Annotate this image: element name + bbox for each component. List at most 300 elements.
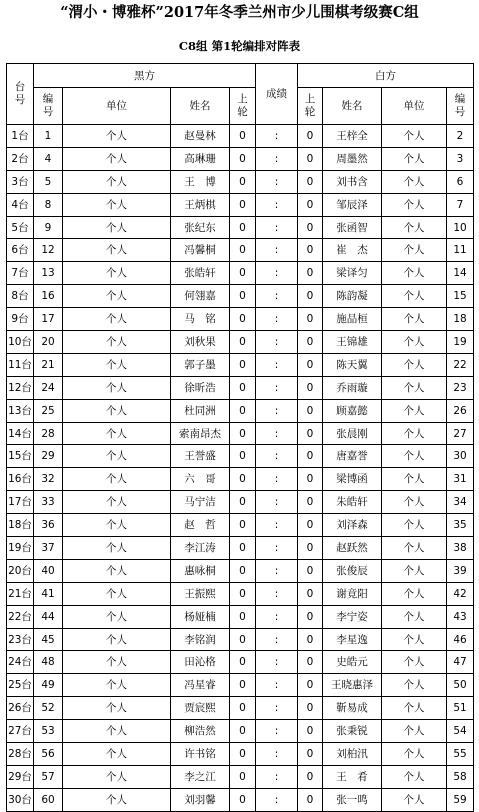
board-cell: 29台 (7, 765, 34, 788)
black-number-cell: 36 (34, 514, 63, 537)
board-cell: 5台 (7, 216, 34, 239)
result-cell: : (256, 651, 298, 674)
black-number-header (34, 88, 63, 125)
board-cell: 19台 (7, 537, 34, 560)
black-name-cell: 柳浩然 (171, 720, 230, 743)
white-number-cell: 42 (447, 582, 474, 605)
table-row (7, 308, 474, 331)
white-number-cell: 6 (447, 170, 474, 193)
black-name-cell: 何翎嘉 (171, 285, 230, 308)
result-cell: : (256, 697, 298, 720)
result-cell: : (256, 353, 298, 376)
white-unit-cell: 个人 (382, 765, 447, 788)
black-prev-cell: 0 (230, 582, 256, 605)
table-row (7, 422, 474, 445)
black-unit-cell: 个人 (63, 468, 171, 491)
white-prev-header-label: 上轮 (304, 93, 316, 118)
black-unit-cell: 个人 (63, 216, 171, 239)
black-prev-cell: 0 (230, 125, 256, 148)
white-name-cell: 张秉锐 (323, 720, 382, 743)
black-name-cell: 郭子墨 (171, 353, 230, 376)
black-number-header-label: 编号 (42, 93, 54, 118)
black-name-cell: 王振熙 (171, 582, 230, 605)
black-prev-cell: 0 (230, 422, 256, 445)
white-name-cell: 李星逸 (323, 628, 382, 651)
board-cell: 4台 (7, 193, 34, 216)
document-subtitle: C8组 第1轮编排对阵表 (178, 39, 301, 53)
white-name-cell: 张晨刚 (323, 422, 382, 445)
black-prev-cell: 0 (230, 262, 256, 285)
result-cell: : (256, 331, 298, 354)
black-number-cell: 56 (34, 743, 63, 766)
white-number-cell: 51 (447, 697, 474, 720)
white-unit-cell: 个人 (382, 193, 447, 216)
result-cell: : (256, 628, 298, 651)
black-number-cell: 17 (34, 308, 63, 331)
board-cell: 1台 (7, 125, 34, 148)
board-cell: 6台 (7, 239, 34, 262)
black-prev-cell: 0 (230, 605, 256, 628)
black-number-cell: 28 (34, 422, 63, 445)
black-prev-cell: 0 (230, 331, 256, 354)
table-row (7, 537, 474, 560)
black-name-cell: 马 铭 (171, 308, 230, 331)
table-row (7, 674, 474, 697)
white-name-cell: 周墨然 (323, 147, 382, 170)
black-unit-cell: 个人 (63, 765, 171, 788)
table-row (7, 376, 474, 399)
black-unit-cell: 个人 (63, 582, 171, 605)
board-cell: 30台 (7, 788, 34, 811)
black-name-cell: 许书铭 (171, 743, 230, 766)
black-prev-cell: 0 (230, 399, 256, 422)
white-unit-cell: 个人 (382, 651, 447, 674)
result-cell: : (256, 514, 298, 537)
black-number-cell: 49 (34, 674, 63, 697)
white-number-cell: 39 (447, 559, 474, 582)
white-unit-cell: 个人 (382, 514, 447, 537)
black-number-cell: 60 (34, 788, 63, 811)
board-cell: 27台 (7, 720, 34, 743)
table-row (7, 605, 474, 628)
black-unit-cell: 个人 (63, 376, 171, 399)
black-number-cell: 25 (34, 399, 63, 422)
black-prev-cell: 0 (230, 720, 256, 743)
black-number-cell: 1 (34, 125, 63, 148)
white-number-cell: 27 (447, 422, 474, 445)
result-cell: : (256, 582, 298, 605)
result-cell: : (256, 788, 298, 811)
white-unit-cell: 个人 (382, 285, 447, 308)
board-cell: 23台 (7, 628, 34, 651)
board-cell: 2台 (7, 147, 34, 170)
black-number-cell: 57 (34, 765, 63, 788)
board-cell: 8台 (7, 285, 34, 308)
white-unit-cell: 个人 (382, 559, 447, 582)
table-row (7, 170, 474, 193)
white-number-cell: 54 (447, 720, 474, 743)
black-name-cell: 张纪东 (171, 216, 230, 239)
black-number-cell: 33 (34, 491, 63, 514)
black-number-cell: 29 (34, 445, 63, 468)
result-cell: : (256, 193, 298, 216)
white-number-cell: 58 (447, 765, 474, 788)
table-row (7, 628, 474, 651)
table-row (7, 125, 474, 148)
white-number-cell: 38 (447, 537, 474, 560)
black-number-cell: 44 (34, 605, 63, 628)
white-prev-cell: 0 (298, 582, 323, 605)
white-prev-cell: 0 (298, 331, 323, 354)
table-row (7, 559, 474, 582)
result-cell: : (256, 262, 298, 285)
result-header: 成绩 (256, 64, 298, 125)
black-unit-header: 单位 (63, 88, 171, 125)
black-unit-cell: 个人 (63, 674, 171, 697)
black-prev-cell: 0 (230, 651, 256, 674)
black-number-cell: 48 (34, 651, 63, 674)
table-row (7, 331, 474, 354)
black-name-cell: 杜同洲 (171, 399, 230, 422)
black-name-cell: 杨娅楠 (171, 605, 230, 628)
result-cell: : (256, 468, 298, 491)
black-unit-cell: 个人 (63, 537, 171, 560)
black-unit-cell: 个人 (63, 605, 171, 628)
white-unit-cell: 个人 (382, 239, 447, 262)
board-cell: 17台 (7, 491, 34, 514)
white-prev-cell: 0 (298, 376, 323, 399)
white-unit-cell: 个人 (382, 628, 447, 651)
black-name-cell: 冯星睿 (171, 674, 230, 697)
table-row (7, 353, 474, 376)
white-prev-cell: 0 (298, 125, 323, 148)
board-cell: 10台 (7, 331, 34, 354)
white-name-cell: 王锦雄 (323, 331, 382, 354)
black-unit-cell: 个人 (63, 170, 171, 193)
white-prev-cell: 0 (298, 399, 323, 422)
pairing-rows (7, 125, 474, 812)
black-unit-cell: 个人 (63, 308, 171, 331)
white-number-cell: 18 (447, 308, 474, 331)
result-cell: : (256, 559, 298, 582)
black-number-cell: 9 (34, 216, 63, 239)
black-unit-cell: 个人 (63, 559, 171, 582)
black-unit-cell: 个人 (63, 147, 171, 170)
board-cell: 13台 (7, 399, 34, 422)
white-prev-cell: 0 (298, 308, 323, 331)
white-prev-cell: 0 (298, 262, 323, 285)
white-prev-cell: 0 (298, 491, 323, 514)
white-number-cell: 10 (447, 216, 474, 239)
table-row (7, 239, 474, 262)
black-name-cell: 赵 哲 (171, 514, 230, 537)
white-prev-cell: 0 (298, 788, 323, 811)
black-prev-cell: 0 (230, 193, 256, 216)
white-number-cell: 26 (447, 399, 474, 422)
white-name-cell: 刘泽森 (323, 514, 382, 537)
black-unit-cell: 个人 (63, 285, 171, 308)
table-row (7, 445, 474, 468)
black-number-cell: 32 (34, 468, 63, 491)
black-prev-cell: 0 (230, 491, 256, 514)
black-unit-cell: 个人 (63, 491, 171, 514)
white-number-header-label: 编号 (454, 93, 466, 118)
black-unit-cell: 个人 (63, 399, 171, 422)
black-prev-cell: 0 (230, 308, 256, 331)
black-unit-cell: 个人 (63, 743, 171, 766)
board-cell: 24台 (7, 651, 34, 674)
white-prev-cell: 0 (298, 147, 323, 170)
black-name-cell: 冯馨桐 (171, 239, 230, 262)
white-unit-cell: 个人 (382, 308, 447, 331)
black-prev-cell: 0 (230, 559, 256, 582)
black-number-cell: 40 (34, 559, 63, 582)
result-cell: : (256, 491, 298, 514)
white-prev-cell: 0 (298, 445, 323, 468)
white-name-cell: 陈天翼 (323, 353, 382, 376)
white-unit-cell: 个人 (382, 147, 447, 170)
black-number-cell: 12 (34, 239, 63, 262)
black-prev-header (230, 88, 256, 125)
white-prev-cell: 0 (298, 514, 323, 537)
table-row (7, 491, 474, 514)
white-name-cell: 张俊辰 (323, 559, 382, 582)
black-name-cell: 王 博 (171, 170, 230, 193)
white-name-cell: 崔 杰 (323, 239, 382, 262)
white-unit-cell: 个人 (382, 445, 447, 468)
result-cell: : (256, 605, 298, 628)
table-row (7, 720, 474, 743)
result-cell: : (256, 537, 298, 560)
white-unit-cell: 个人 (382, 674, 447, 697)
black-name-cell: 惠咏桐 (171, 559, 230, 582)
table-row (7, 651, 474, 674)
black-name-cell: 李铭润 (171, 628, 230, 651)
white-name-cell: 陈韵凝 (323, 285, 382, 308)
black-prev-cell: 0 (230, 376, 256, 399)
white-number-cell: 35 (447, 514, 474, 537)
result-cell: : (256, 125, 298, 148)
white-name-cell: 梁博函 (323, 468, 382, 491)
black-number-cell: 53 (34, 720, 63, 743)
white-name-cell: 王梓全 (323, 125, 382, 148)
white-number-cell: 59 (447, 788, 474, 811)
black-name-cell: 六 哥 (171, 468, 230, 491)
board-cell: 16台 (7, 468, 34, 491)
white-prev-cell: 0 (298, 285, 323, 308)
white-number-cell: 34 (447, 491, 474, 514)
white-prev-cell: 0 (298, 559, 323, 582)
result-cell: : (256, 170, 298, 193)
white-name-cell: 张一鸣 (323, 788, 382, 811)
table-row (7, 468, 474, 491)
black-number-cell: 21 (34, 353, 63, 376)
black-unit-cell: 个人 (63, 331, 171, 354)
black-prev-cell: 0 (230, 537, 256, 560)
black-name-cell: 王誉盛 (171, 445, 230, 468)
black-prev-header-label: 上轮 (237, 93, 248, 118)
black-unit-cell: 个人 (63, 445, 171, 468)
black-name-cell: 马宁洁 (171, 491, 230, 514)
board-cell: 7台 (7, 262, 34, 285)
white-prev-cell: 0 (298, 697, 323, 720)
white-unit-cell: 个人 (382, 216, 447, 239)
board-cell: 11台 (7, 353, 34, 376)
board-cell: 12台 (7, 376, 34, 399)
board-cell: 15台 (7, 445, 34, 468)
table-row (7, 743, 474, 766)
black-prev-cell: 0 (230, 353, 256, 376)
white-number-cell: 46 (447, 628, 474, 651)
black-name-cell: 徐昕浩 (171, 376, 230, 399)
black-side-header: 黑方 (34, 64, 256, 88)
board-cell: 21台 (7, 582, 34, 605)
result-cell: : (256, 422, 298, 445)
white-prev-cell: 0 (298, 468, 323, 491)
table-row (7, 147, 474, 170)
black-prev-cell: 0 (230, 788, 256, 811)
white-number-cell: 3 (447, 147, 474, 170)
black-unit-cell: 个人 (63, 788, 171, 811)
board-cell: 28台 (7, 743, 34, 766)
white-prev-cell: 0 (298, 765, 323, 788)
black-name-cell: 王炳棋 (171, 193, 230, 216)
board-header-label: 台号 (14, 81, 26, 106)
white-prev-cell: 0 (298, 537, 323, 560)
black-prev-cell: 0 (230, 514, 256, 537)
white-unit-cell: 个人 (382, 262, 447, 285)
white-number-cell: 31 (447, 468, 474, 491)
result-cell: : (256, 239, 298, 262)
table-row (7, 193, 474, 216)
white-unit-cell: 个人 (382, 125, 447, 148)
black-prev-cell: 0 (230, 147, 256, 170)
black-prev-cell: 0 (230, 170, 256, 193)
white-unit-cell: 个人 (382, 605, 447, 628)
white-name-header: 姓名 (323, 88, 382, 125)
white-name-cell: 梁译匀 (323, 262, 382, 285)
board-cell: 14台 (7, 422, 34, 445)
black-name-cell: 贾宸熙 (171, 697, 230, 720)
white-unit-cell: 个人 (382, 170, 447, 193)
result-cell: : (256, 308, 298, 331)
white-unit-cell: 个人 (382, 491, 447, 514)
white-number-cell: 22 (447, 353, 474, 376)
white-prev-cell: 0 (298, 628, 323, 651)
board-cell: 20台 (7, 559, 34, 582)
white-unit-cell: 个人 (382, 537, 447, 560)
white-number-cell: 30 (447, 445, 474, 468)
white-unit-cell: 个人 (382, 331, 447, 354)
board-cell: 26台 (7, 697, 34, 720)
black-prev-cell: 0 (230, 697, 256, 720)
white-prev-header (298, 88, 323, 125)
black-number-cell: 4 (34, 147, 63, 170)
black-prev-cell: 0 (230, 765, 256, 788)
white-name-cell: 史皓元 (323, 651, 382, 674)
board-cell: 3台 (7, 170, 34, 193)
white-name-cell: 朱皓轩 (323, 491, 382, 514)
white-prev-cell: 0 (298, 605, 323, 628)
black-prev-cell: 0 (230, 468, 256, 491)
black-number-cell: 5 (34, 170, 63, 193)
table-row (7, 285, 474, 308)
white-number-cell: 55 (447, 743, 474, 766)
black-prev-cell: 0 (230, 628, 256, 651)
black-name-cell: 李之江 (171, 765, 230, 788)
result-cell: : (256, 399, 298, 422)
black-prev-cell: 0 (230, 285, 256, 308)
black-unit-cell: 个人 (63, 193, 171, 216)
document-title: “渭小・博雅杯”2017年冬季兰州市少儿围棋考级赛C组 (60, 4, 419, 21)
black-number-cell: 45 (34, 628, 63, 651)
white-unit-cell: 个人 (382, 788, 447, 811)
white-name-cell: 乔雨璇 (323, 376, 382, 399)
table-row (7, 399, 474, 422)
result-cell: : (256, 376, 298, 399)
white-name-cell: 邹辰泽 (323, 193, 382, 216)
black-unit-cell: 个人 (63, 697, 171, 720)
black-name-cell: 高琳珊 (171, 147, 230, 170)
white-name-cell: 谢竟阳 (323, 582, 382, 605)
table-row (7, 514, 474, 537)
black-name-cell: 刘秋果 (171, 331, 230, 354)
white-name-cell: 赵跃然 (323, 537, 382, 560)
white-number-cell: 2 (447, 125, 474, 148)
black-name-cell: 张皓轩 (171, 262, 230, 285)
white-name-cell: 靳易成 (323, 697, 382, 720)
black-unit-cell: 个人 (63, 651, 171, 674)
white-unit-cell: 个人 (382, 353, 447, 376)
white-number-cell: 7 (447, 193, 474, 216)
white-unit-cell: 个人 (382, 399, 447, 422)
white-unit-cell: 个人 (382, 582, 447, 605)
black-number-cell: 16 (34, 285, 63, 308)
white-side-header: 白方 (298, 64, 474, 88)
white-name-cell: 刘柏汛 (323, 743, 382, 766)
black-name-cell: 李江涛 (171, 537, 230, 560)
result-cell: : (256, 216, 298, 239)
white-prev-cell: 0 (298, 216, 323, 239)
black-prev-cell: 0 (230, 239, 256, 262)
black-unit-cell: 个人 (63, 239, 171, 262)
white-prev-cell: 0 (298, 720, 323, 743)
white-prev-cell: 0 (298, 239, 323, 262)
black-prev-cell: 0 (230, 674, 256, 697)
black-unit-cell: 个人 (63, 720, 171, 743)
board-header (7, 64, 34, 125)
white-unit-cell: 个人 (382, 697, 447, 720)
black-unit-cell: 个人 (63, 353, 171, 376)
white-name-cell: 王 肴 (323, 765, 382, 788)
white-prev-cell: 0 (298, 422, 323, 445)
table-row (7, 697, 474, 720)
black-name-cell: 刘羽馨 (171, 788, 230, 811)
white-name-cell: 刘书含 (323, 170, 382, 193)
white-name-cell: 王晓惠泽 (323, 674, 382, 697)
result-cell: : (256, 674, 298, 697)
black-number-cell: 13 (34, 262, 63, 285)
black-unit-cell: 个人 (63, 125, 171, 148)
black-unit-cell: 个人 (63, 628, 171, 651)
white-unit-cell: 个人 (382, 376, 447, 399)
result-cell: : (256, 765, 298, 788)
pairing-table (6, 63, 474, 812)
black-unit-cell: 个人 (63, 514, 171, 537)
white-name-cell: 李宁姿 (323, 605, 382, 628)
white-unit-cell: 个人 (382, 720, 447, 743)
white-prev-cell: 0 (298, 674, 323, 697)
